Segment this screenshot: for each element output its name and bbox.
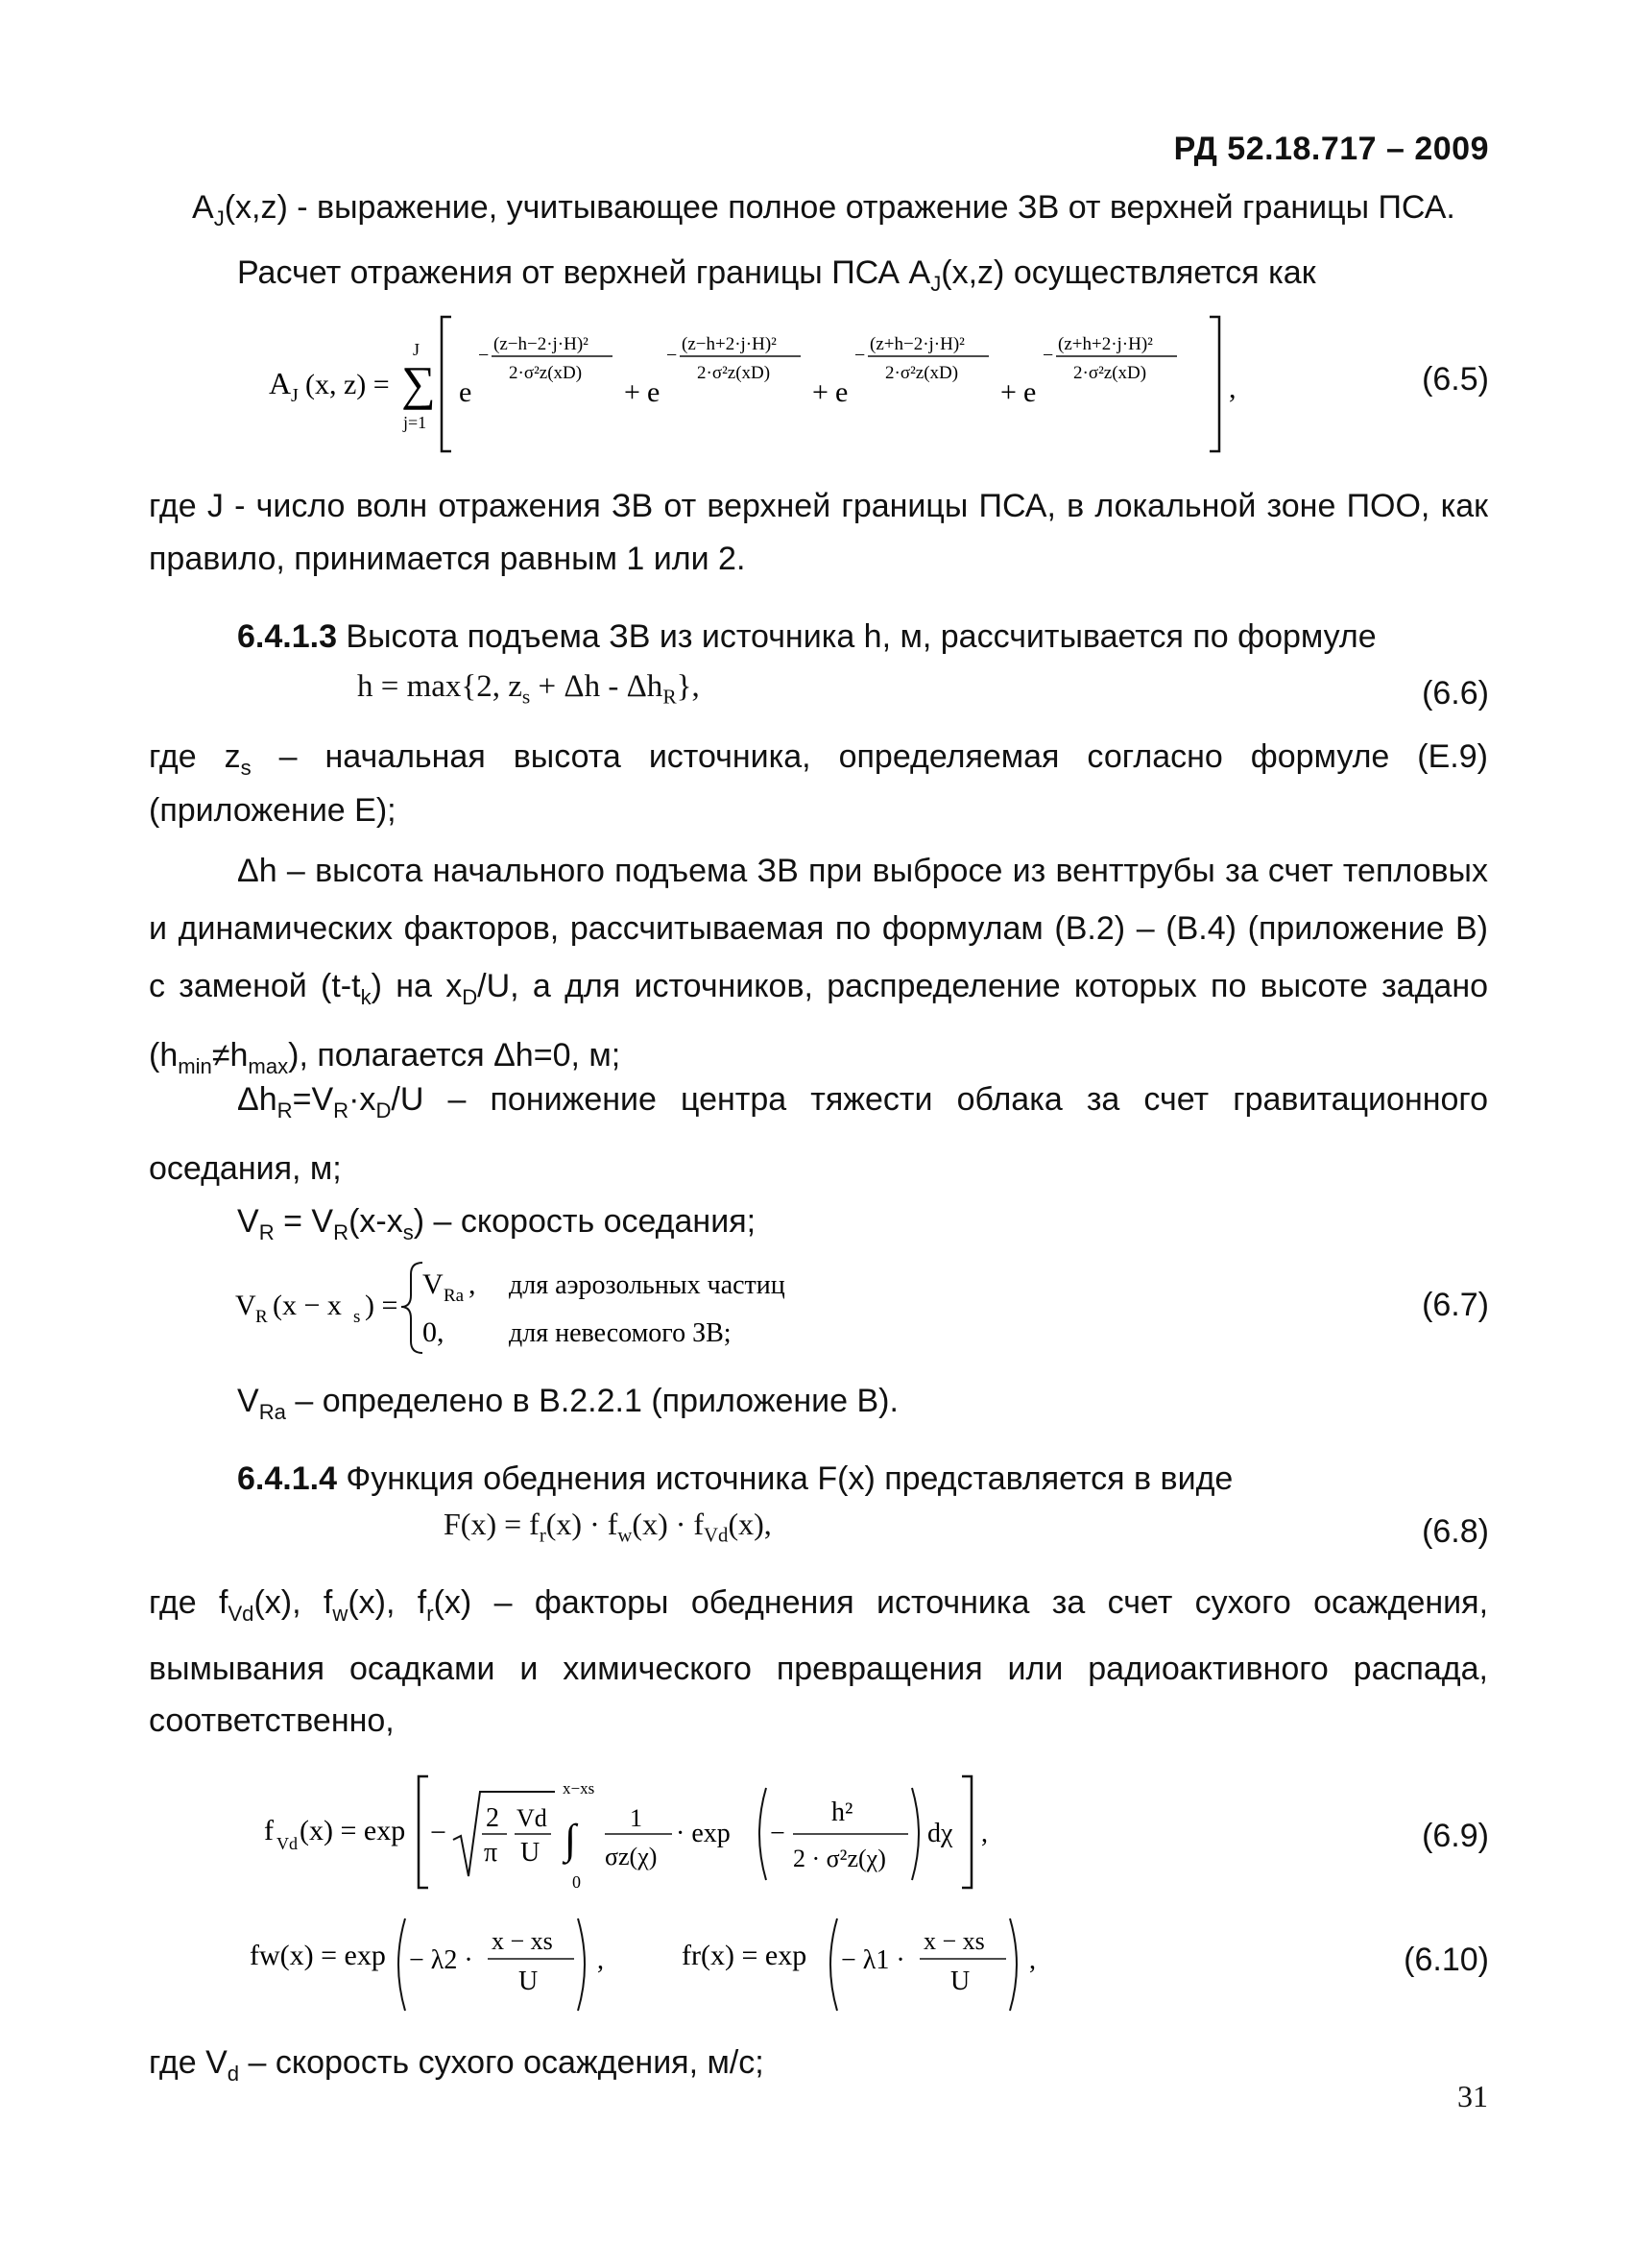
- formula-6-10: [240, 1911, 1066, 2016]
- formula-6-9: [259, 1765, 1046, 1899]
- svg-text:fr(x) = exp: fr(x) = exp: [682, 1940, 807, 1971]
- equation-number-6-7: (6.7): [1422, 1287, 1489, 1323]
- minus-sign: −: [854, 345, 866, 366]
- formula-6-6: h = max{2, $z_s + \Delta h - \Delta h_R$},: [357, 669, 700, 709]
- svg-text:) =: ) =: [365, 1290, 398, 1321]
- left-bracket: [419, 1776, 428, 1888]
- svg-text:(x) = exp: (x) = exp: [300, 1815, 406, 1846]
- svg-text:π: π: [484, 1838, 498, 1868]
- exp-numerator: (z+h−2·j·H)²: [870, 334, 965, 354]
- svg-text:− λ2 ·: − λ2 ·: [409, 1945, 473, 1975]
- paragraph-depletion-line2: вымывания осадками и химического превращения или радиоактивного распада,: [149, 1651, 1488, 1687]
- svg-text:V: V: [422, 1268, 444, 1300]
- paragraph-depletion-line3: соответственно,: [149, 1702, 395, 1739]
- aj-definition-text: (x,z) - выражение, учитывающее полное отражение ЗВ от верхней границы ПСА.: [224, 189, 1455, 226]
- svg-text:,: ,: [981, 1819, 988, 1848]
- plus-sign: +: [624, 376, 640, 408]
- svg-text:для невесомого ЗВ;: для невесомого ЗВ;: [509, 1318, 732, 1348]
- exp-denominator: 2·σ²z(xD): [1073, 363, 1147, 383]
- section-number-6-4-1-4: 6.4.1.4: [237, 1460, 337, 1497]
- svg-text:s: s: [353, 1307, 361, 1327]
- exp-denominator: 2·σ²z(xD): [509, 363, 583, 383]
- svg-text:R: R: [255, 1307, 268, 1327]
- equation-number-6-9: (6.9): [1422, 1818, 1489, 1854]
- paragraph-dh-definition: Δh – высота начального подъема ЗВ при выбросе из венттрубы за счет тепловых и динамических факторов, рассчитываемая по формулам (В.2) – (В.4) (приложение В) с заменой $(t-t_k)$ на $x_D/U$, а для источников, распределение которых по высоте задано $(h_{min}\ne h_{max})$, полагается Δh=0, м;: [149, 853, 1489, 1078]
- svg-text:x − xs: x − xs: [924, 1927, 985, 1955]
- svg-text:1: 1: [630, 1804, 642, 1832]
- svg-text:x−xs: x−xs: [563, 1779, 595, 1798]
- section-6-4-1-3: 6.4.1.3 Высота подъема ЗВ из источника h, м, рассчитывается по формуле: [237, 618, 1377, 655]
- section-number-6-4-1-3: 6.4.1.3: [237, 618, 337, 655]
- svg-text:2 · σ²z(χ): 2 · σ²z(χ): [793, 1845, 886, 1872]
- minus-sign: −: [666, 345, 678, 366]
- eq65-lhs: A: [269, 366, 292, 400]
- svg-text:U: U: [520, 1838, 540, 1868]
- exp-numerator: (z−h−2·j·H)²: [493, 334, 588, 354]
- formula-6-5: [230, 305, 1306, 459]
- svg-text:−: −: [770, 1819, 785, 1848]
- eq65-lhs-args: (x, z) =: [305, 369, 390, 400]
- svg-text:σz(χ): σz(χ): [605, 1843, 658, 1870]
- svg-text:Ra: Ra: [444, 1286, 465, 1306]
- paragraph-j-definition-line1: где J - число волн отражения ЗВ от верхней границы ПСА, в локальной зоне ПОО, как: [149, 488, 1488, 524]
- paragraph-zs-definition: где $z_s$ – начальная высота источника, определяемая согласно формуле (Е.9): [149, 738, 1488, 780]
- formula-6-8: $F(x) = f_r(x) \cdot f_w(x) \cdot f_{Vd}(x)$,: [444, 1507, 772, 1547]
- svg-text:0,: 0,: [422, 1316, 444, 1348]
- svg-text:Vd: Vd: [516, 1804, 547, 1832]
- svg-text:,: ,: [1029, 1945, 1036, 1975]
- svg-text:h²: h²: [831, 1798, 853, 1827]
- integral-icon: ∫: [564, 1816, 577, 1863]
- paragraph-vd-definition: где $V_d$ – скорость сухого осаждения, м/с;: [149, 2044, 764, 2086]
- svg-text:,: ,: [597, 1945, 604, 1975]
- exp-numerator: (z+h+2·j·H)²: [1058, 334, 1153, 354]
- plus-sign: +: [812, 376, 829, 408]
- equation-number-6-8: (6.8): [1422, 1513, 1489, 1550]
- eq65-sum-bottom: j=1: [403, 413, 427, 432]
- paragraph-vra-definition: $V_{Ra}$ – определено в В.2.2.1 (приложение В).: [237, 1383, 899, 1424]
- paragraph-vr-definition: $V_R = V_R(x-x_s)$ – скорость оседания;: [237, 1203, 756, 1244]
- plus-sign: +: [1000, 376, 1017, 408]
- svg-text:f: f: [264, 1815, 274, 1846]
- sum-icon: ∑: [401, 356, 436, 410]
- minus-sign: −: [478, 345, 490, 366]
- exp-base: e: [1023, 376, 1037, 408]
- paragraph-depletion-factors: где $f_{Vd}(x)$, $f_w(x)$, $f_r(x)$ – факторы обеднения источника за счет сухого осаждения,: [149, 1584, 1489, 1626]
- svg-text:U: U: [518, 1966, 539, 1996]
- page-number: 31: [1457, 2079, 1488, 2113]
- exp-base: e: [647, 376, 660, 408]
- formula-6-7: [230, 1253, 902, 1359]
- equation-number-6-6: (6.6): [1422, 675, 1489, 712]
- equation-number-6-10: (6.10): [1404, 1942, 1489, 1978]
- paragraph-reflection-calc: Расчет отражения от верхней границы ПСА $A_J(x,z)$ осуществляется как: [237, 254, 1316, 296]
- document-header: РД 52.18.717 – 2009: [1173, 131, 1489, 167]
- exp-base: e: [835, 376, 849, 408]
- paragraph-zs-appendix: (приложение Е);: [149, 792, 396, 829]
- paragraph-dhr-definition: $\Delta h_R=V_R\cdot x_D/U$ – понижение центра тяжести облака за счет гравитационного оседания, м;: [149, 1081, 1488, 1187]
- svg-text:dχ: dχ: [927, 1819, 953, 1848]
- equation-number-6-5: (6.5): [1422, 361, 1489, 398]
- eq65-lhs-sub: J: [291, 385, 299, 406]
- svg-text:U: U: [950, 1966, 971, 1996]
- svg-text:для аэрозольных частиц: для аэрозольных частиц: [509, 1270, 785, 1300]
- exp-denominator: 2·σ²z(xD): [885, 363, 959, 383]
- svg-text:− λ1 ·: − λ1 ·: [841, 1945, 905, 1975]
- left-bracket: [442, 317, 451, 451]
- minus-sign: −: [1043, 345, 1054, 366]
- exp-base: e: [459, 376, 472, 408]
- paragraph-j-definition-line2: правило, принимается равным 1 или 2.: [149, 541, 746, 577]
- svg-text:V: V: [235, 1290, 256, 1321]
- svg-text:fw(x) = exp: fw(x) = exp: [250, 1940, 386, 1971]
- svg-text:· exp: · exp: [676, 1819, 731, 1848]
- exp-denominator: 2·σ²z(xD): [697, 363, 771, 383]
- section-6-4-1-4: 6.4.1.4 Функция обеднения источника F(x) представляется в виде: [237, 1460, 1234, 1497]
- right-bracket: [1210, 317, 1219, 451]
- paragraph-aj-definition: [149, 179, 1488, 248]
- svg-text:0: 0: [572, 1872, 581, 1892]
- svg-text:,: ,: [468, 1268, 476, 1300]
- right-bracket: [962, 1776, 972, 1888]
- left-brace: [401, 1263, 422, 1353]
- svg-text:2: 2: [486, 1803, 499, 1833]
- eq65-sum-top: J: [413, 340, 420, 359]
- svg-text:x − xs: x − xs: [492, 1927, 553, 1955]
- aj-symbol: $A_J$: [192, 189, 225, 230]
- svg-text:Vd: Vd: [276, 1834, 298, 1853]
- svg-text:−: −: [430, 1817, 446, 1848]
- eq65-comma: ,: [1229, 373, 1237, 404]
- exp-numerator: (z−h+2·j·H)²: [682, 334, 777, 354]
- svg-text:(x − x: (x − x: [273, 1290, 342, 1321]
